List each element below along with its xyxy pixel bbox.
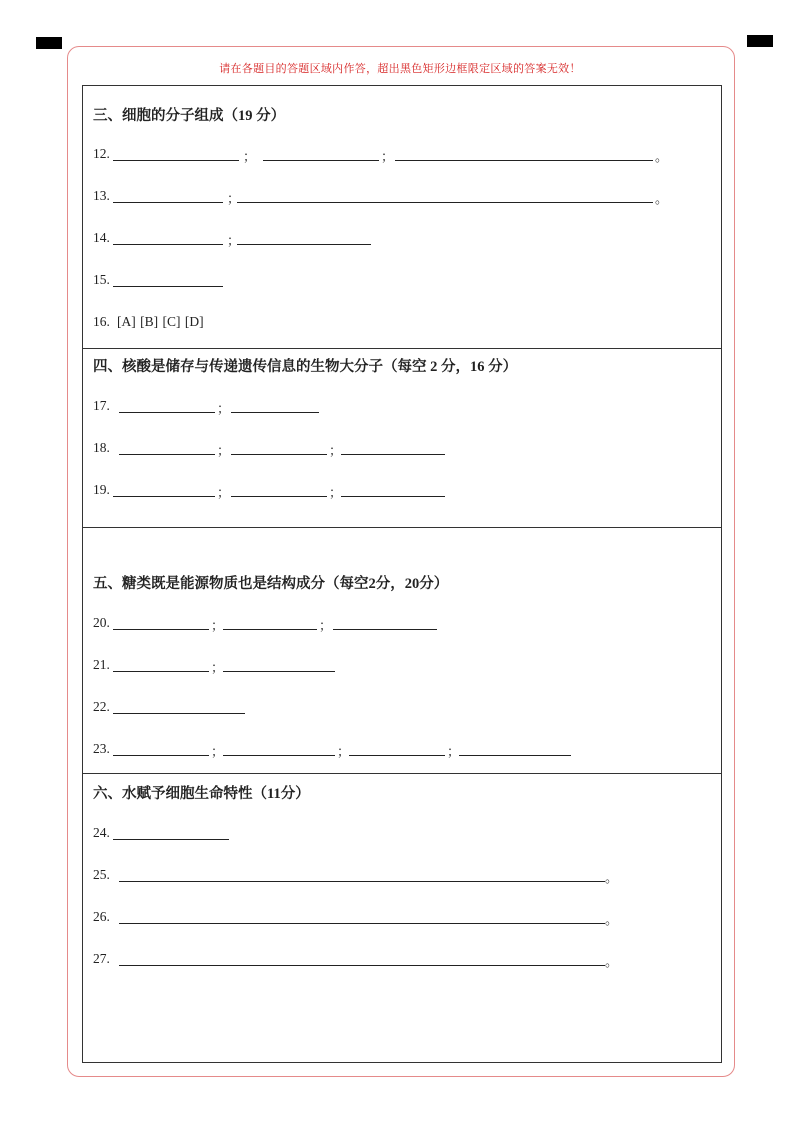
question-18 xyxy=(93,440,713,458)
section-3 xyxy=(83,86,721,348)
question-number: 16. xyxy=(93,314,110,329)
separator: ； xyxy=(381,149,395,164)
question-27 xyxy=(93,951,713,969)
option-c-bubble[interactable]: [C] xyxy=(162,314,181,329)
answer-blank-20-1[interactable] xyxy=(113,629,209,630)
section-4 xyxy=(83,348,721,527)
separator: ； xyxy=(217,485,231,500)
separator: ； xyxy=(211,660,225,675)
answer-blank-27-1[interactable] xyxy=(119,965,605,966)
question-15 xyxy=(93,272,713,290)
answer-blank-14-2[interactable] xyxy=(237,244,371,245)
answer-blank-19-2[interactable] xyxy=(231,496,327,497)
answer-blank-17-1[interactable] xyxy=(119,412,215,413)
question-number: 24. xyxy=(93,825,110,840)
answer-blank-21-2[interactable] xyxy=(223,671,335,672)
period: 。 xyxy=(655,149,669,164)
answer-blank-23-4[interactable] xyxy=(459,755,571,756)
period: 。 xyxy=(605,870,619,885)
answer-blank-18-3[interactable] xyxy=(341,454,445,455)
question-26 xyxy=(93,909,713,927)
separator: ； xyxy=(319,618,333,633)
answer-blank-23-3[interactable] xyxy=(349,755,445,756)
separator: ； xyxy=(211,744,225,759)
question-number: 21. xyxy=(93,657,110,672)
question-number: 13. xyxy=(93,188,110,203)
answer-blank-13-1[interactable] xyxy=(113,202,223,203)
answer-blank-26-1[interactable] xyxy=(119,923,605,924)
alignment-marker-right xyxy=(747,35,773,47)
question-number: 17. xyxy=(93,398,110,413)
question-number: 15. xyxy=(93,272,110,287)
section-6 xyxy=(83,773,721,1062)
period: 。 xyxy=(605,954,619,969)
section-6-title: 六、水赋予细胞生命特性（11分） xyxy=(93,786,310,802)
question-23 xyxy=(93,741,713,759)
question-number: 26. xyxy=(93,909,110,924)
separator: ； xyxy=(217,443,231,458)
answer-blank-18-2[interactable] xyxy=(231,454,327,455)
answer-blank-17-2[interactable] xyxy=(231,412,319,413)
separator: ； xyxy=(329,443,343,458)
answer-area-notice: 请在各题目的答题区域内作答，超出黑色矩形边框限定区域的答案无效！ xyxy=(219,63,581,75)
answer-blank-18-1[interactable] xyxy=(119,454,215,455)
separator: ； xyxy=(329,485,343,500)
option-d-bubble[interactable]: [D] xyxy=(184,314,204,329)
question-21 xyxy=(93,657,713,675)
question-16 xyxy=(93,314,713,332)
question-25 xyxy=(93,867,713,885)
separator: ； xyxy=(337,744,351,759)
question-12 xyxy=(93,146,713,164)
separator: ； xyxy=(211,618,225,633)
answer-blank-19-3[interactable] xyxy=(341,496,445,497)
option-a-bubble[interactable]: [A] xyxy=(117,314,136,329)
question-17 xyxy=(93,398,713,416)
answer-blank-12-1[interactable] xyxy=(113,160,239,161)
section-5-title: 五、糖类既是能源物质也是结构成分（每空2分，20分） xyxy=(93,576,449,592)
answer-blank-22-1[interactable] xyxy=(113,713,245,714)
question-number: 23. xyxy=(93,741,110,756)
answer-box xyxy=(82,85,722,1063)
separator: ； xyxy=(447,744,461,759)
answer-blank-23-2[interactable] xyxy=(223,755,335,756)
separator: ； xyxy=(217,401,231,416)
answer-blank-20-2[interactable] xyxy=(223,629,317,630)
question-number: 14. xyxy=(93,230,110,245)
separator: ； xyxy=(243,149,257,164)
separator: ； xyxy=(227,191,241,206)
section-3-title: 三、细胞的分子组成（19 分） xyxy=(93,108,286,124)
answer-blank-15-1[interactable] xyxy=(113,286,223,287)
question-19 xyxy=(93,482,713,500)
answer-blank-23-1[interactable] xyxy=(113,755,209,756)
answer-blank-14-1[interactable] xyxy=(113,244,223,245)
answer-blank-19-1[interactable] xyxy=(113,496,215,497)
question-22 xyxy=(93,699,713,717)
answer-blank-24-1[interactable] xyxy=(113,839,229,840)
section-4-title: 四、核酸是储存与传递遗传信息的生物大分子（每空 2 分，16 分） xyxy=(93,359,518,375)
question-number: 19. xyxy=(93,482,110,497)
question-number: 20. xyxy=(93,615,110,630)
question-number: 18. xyxy=(93,440,110,455)
question-14 xyxy=(93,230,713,248)
answer-blank-12-3[interactable] xyxy=(395,160,653,161)
answer-blank-13-2[interactable] xyxy=(237,202,653,203)
question-number: 27. xyxy=(93,951,110,966)
question-number: 22. xyxy=(93,699,110,714)
answer-blank-21-1[interactable] xyxy=(113,671,209,672)
question-24 xyxy=(93,825,713,843)
section-5 xyxy=(83,527,721,773)
period: 。 xyxy=(655,191,669,206)
answer-blank-12-2[interactable] xyxy=(263,160,379,161)
option-b-bubble[interactable]: [B] xyxy=(140,314,159,329)
separator: ； xyxy=(227,233,241,248)
question-13 xyxy=(93,188,713,206)
question-number: 25. xyxy=(93,867,110,882)
question-number: 12. xyxy=(93,146,110,161)
period: 。 xyxy=(605,912,619,927)
answer-blank-20-3[interactable] xyxy=(333,629,437,630)
question-20 xyxy=(93,615,713,633)
answer-blank-25-1[interactable] xyxy=(119,881,605,882)
alignment-marker-left xyxy=(36,37,62,49)
